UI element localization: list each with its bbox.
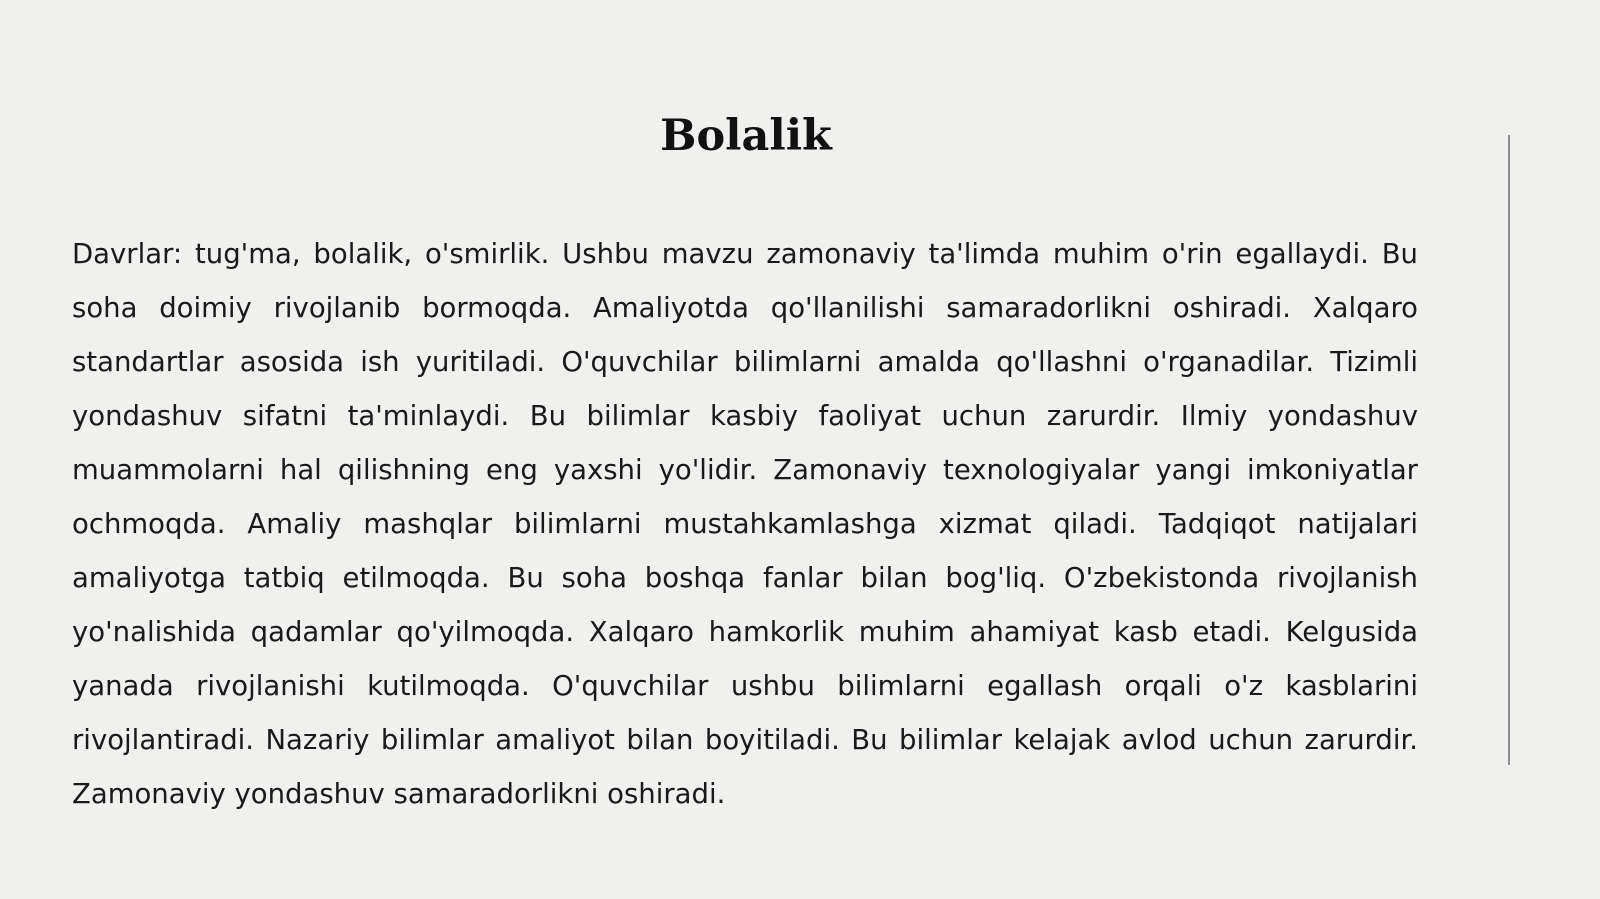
- slide-title: Bolalik: [660, 111, 832, 161]
- slide-body-text: Davrlar: tug'ma, bolalik, o'smirlik. Ushbu mavzu zamonaviy ta'limda muhim o'rin egallaydi. Bu soha doimiy rivojlanib bormoqda. Amaliyotda qo'llanilishi samaradorlikni oshiradi. Xalqaro standartlar asosida ish yuritiladi. O'quvchilar bilimlarni amalda qo'llashni o'rganadilar. Tizimli yondashuv sifatni ta'minlaydi. Bu bilimlar kasbiy faoliyat uchun zarurdir. Ilmiy yondashuv muammolarni hal qilishning eng yaxshi yo'lidir. Zamonaviy texnologiyalar yangi imkoniyatlar ochmoqda. Amaliy mashqlar bilimlarni mustahkamlashga xizmat qiladi. Tadqiqot natijalari amaliyotga tatbiq etilmoqda. Bu soha boshqa fanlar bilan bog'liq. O'zbekistonda rivojlanish yo'nalishida qadamlar qo'yilmoqda. Xalqaro hamkorlik muhim ahamiyat kasb etadi. Kelgusida yanada rivojlanishi kutilmoqda. O'quvchilar ushbu bilimlarni egallash orqali o'z kasblarini rivojlantiradi. Nazariy bilimlar amaliyot bilan boyitiladi. Bu bilimlar kelajak avlod uchun zarurdir. Zamonaviy yondashuv samaradorlikni oshiradi.: [72, 238, 1418, 810]
- vertical-divider: [1508, 135, 1510, 765]
